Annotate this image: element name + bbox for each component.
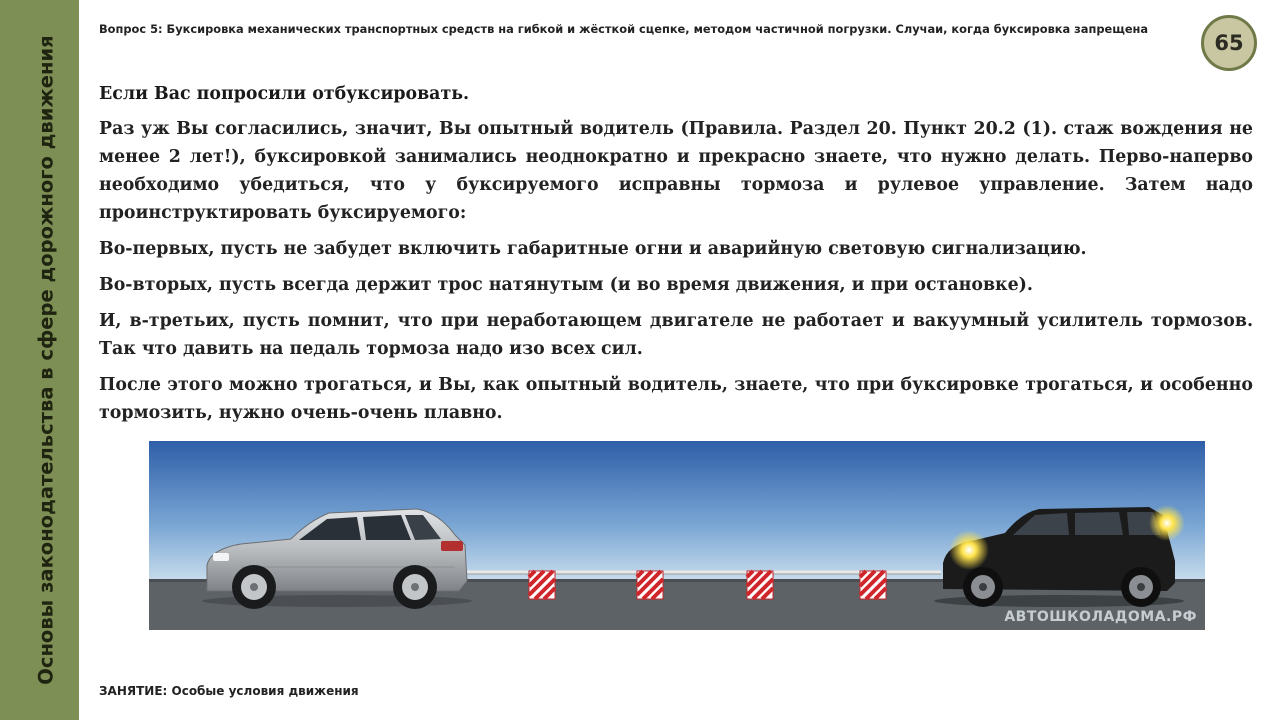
question-header: Вопрос 5: Буксировка механических транспортных средств на гибкой и жёсткой сцепке, методом частичной погрузки. Случаи, когда буксировка запрещена xyxy=(99,22,1149,36)
warning-flag xyxy=(747,571,773,599)
paragraph-final: После этого можно трогаться, и Вы, как опытный водитель, знаете, что при буксировке трогаться, и особенно тормозить, нужно очень-очень плавно. xyxy=(99,375,1253,423)
paragraph-second: Во-вторых, пусть всегда держит трос натянутым (и во время движения, и при остановке). xyxy=(99,275,1033,295)
sidebar-title: Основы законодательства в сфере дорожного движения xyxy=(34,35,58,685)
paragraph-third: И, в-третьих, пусть помнит, что при неработающем двигателе не работает и вакуумный усилитель тормозов. Так что давить на педаль тормоза надо изо всех сил. xyxy=(99,311,1253,359)
towing-scene xyxy=(149,441,1205,630)
warning-flag xyxy=(860,571,886,599)
watermark: АВТОШКОЛАДОМА.РФ xyxy=(1004,609,1197,625)
hazard-light-rear xyxy=(1149,505,1185,541)
lesson-footer: ЗАНЯТИЕ: Особые условия движения xyxy=(99,684,359,698)
hazard-light-front xyxy=(949,530,989,570)
warning-flag xyxy=(529,571,555,599)
paragraph-experience: Раз уж Вы согласились, значит, Вы опытный водитель (Правила. Раздел 20. Пункт 20.2 (1). стаж вождения не менее 2 лет!), буксировкой занимались неоднократно и прекрасно знаете, что нужно делать. Перво-наперво необходимо убедиться, что у буксируемого исправны тормоза и рулевое управление. Затем надо проинструктировать буксируемого: xyxy=(99,119,1253,223)
paragraph-first: Во-первых, пусть не забудет включить габаритные огни и аварийную световую сигнализацию. xyxy=(99,239,1087,259)
sidebar xyxy=(0,0,79,720)
intro-paragraph: Если Вас попросили отбуксировать. xyxy=(99,84,470,104)
content-body xyxy=(99,80,1253,435)
page-number-badge: 65 xyxy=(1201,15,1257,71)
towing-illustration xyxy=(149,441,1205,630)
warning-flag xyxy=(637,571,663,599)
